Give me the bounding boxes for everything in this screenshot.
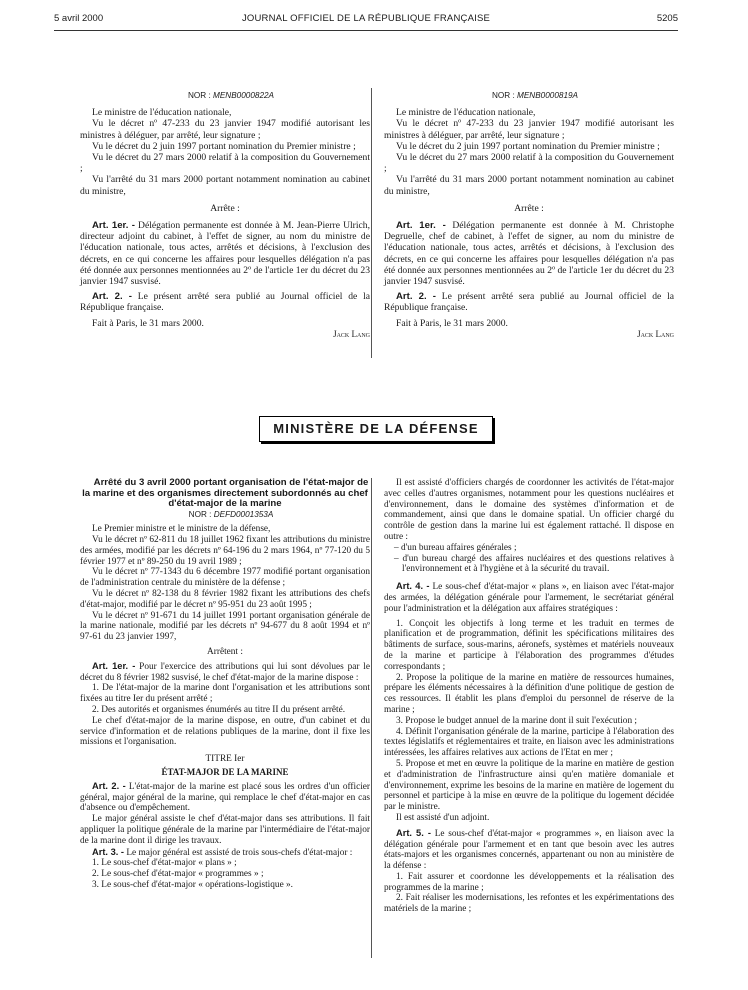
arretent-heading: Arrêtent : [207,647,243,658]
decree-right-top [384,90,674,340]
article-4: Art. 4. - Le sous-chef d'état-major « plans », en liaison avec l'état-major des armées, la délégation générale pour l'armement, le secrétariat général pour l'administration et la délégation aux affaires stratégiques : [384,581,675,614]
titre-heading: TITRE Ier [205,754,245,765]
decree-title: Arrêté du 3 avril 2000 portant organisation de l'état-major de la marine et des organismes directement subordonnés au chef d'état-major de la marine [82,477,369,509]
paragraph: Le ministre de l'éducation nationale, [92,107,232,119]
paragraph: Vu le décret nº 77-1343 du 6 décembre 1977 modifié portant organisation de l'administration centrale du ministère de la défense ; [80,567,370,589]
signature: Jack Lang [333,328,370,339]
paragraph: Il est assisté d'officiers chargés de coordonner les activités de l'état-major avec celles d'autres organismes, notamment pour les questions nucléaires et d'environnement, dans le domaine des systèmes d'information et de commandement, ainsi que dans le domaine spatial. Un officier chargé du contrôle de gestion dans la marine lui est également rattaché. Il dispose en outre : [384,478,674,542]
nor-line: NOR : MENB0000819A [491,91,579,100]
paragraph: Le major général assiste le chef d'état-major dans ses attributions. Il fait appliquer la politique générale de la marine par l'intermédiaire de l'état-major de la marine dont il dirige les travaux. [80,814,370,846]
paragraph: Vu l'arrêté du 31 mars 2000 portant notamment nomination au cabinet du ministre, [80,174,370,197]
header-rule [54,30,678,31]
fait-line: Fait à Paris, le 31 mars 2000. [92,317,204,329]
page-header [54,13,678,29]
article-2: Art. 2. - L'état-major de la marine est placé sous les ordres d'un officier général, major général de la marine, qui remplace le chef d'état-major en cas d'absence ou d'empêchement. [80,780,371,814]
ministry-heading: MINISTÈRE DE LA DÉFENSE [259,416,493,442]
list-item: 1. Le sous-chef d'état-major « plans » ; [92,858,237,869]
list-item: 1. De l'état-major de la marine dont l'organisation et les attributions sont fixées au titre Ier du présent arrêté ; [80,683,370,705]
paragraph: Vu le décret nº 47-233 du 23 janvier 1947 modifié autorisant les ministres à déléguer, par arrêté, leur signature ; [80,118,370,141]
paragraph: Vu le décret du 27 mars 2000 relatif à la composition du Gouvernement ; [80,152,370,175]
list-item: 3. Le sous-chef d'état-major « opérations-logistique ». [92,880,293,890]
fait-line: Fait à Paris, le 31 mars 2000. [396,317,508,329]
list-item: 2. Des autorités et organismes énumérés au titre II du présent arrêté. [92,705,346,716]
column-divider [371,88,372,358]
paragraph: Vu le décret du 2 juin 1997 portant nomination du Premier ministre ; [396,140,660,152]
titre-subheading: ÉTAT-MAJOR DE LA MARINE [161,767,289,778]
paragraph: Vu le décret nº 62-811 du 18 juillet 1962 fixant les attributions du ministre des armées, modifié par les décrets nº 64-196 du 2 mars 1964, nº 77-120 du 5 février 1977 et nº 89-250 du 19 avril 1989 ; [80,535,370,567]
list-item: – d'un bureau affaires générales ; [394,542,517,553]
paragraph: Vu le décret nº 47-233 du 23 janvier 1947 modifié autorisant les ministres à déléguer, par arrêté, leur signature ; [384,118,674,141]
list-item: 3. Propose le budget annuel de la marine dont il suit l'exécution ; [396,715,638,726]
list-item: 2. Le sous-chef d'état-major « programmes » ; [92,869,264,880]
list-item: – d'un bureau chargé des affaires nucléaires et des questions relatives à l'environnement et à l'hygiène et à la sécurité du travail. [394,553,674,575]
article-5: Art. 5. - Le sous-chef d'état-major « programmes », en liaison avec la délégation générale pour l'armement et en tant que besoin avec les autres états-majors et les organismes concernés, appartenant ou non au ministère de la défense : [384,827,674,872]
header-journal-title: JOURNAL OFFICIEL DE LA RÉPUBLIQUE FRANÇAISE [241,13,491,24]
article-1: Art. 1er. - Délégation permanente est donnée à M. Christophe Degruelle, chef de cabinet, à l'effet de signer, au nom du ministre de l'éducation nationale, tous actes, arrêtés et décisions, à l'exclusion des décrets, en ce qui concerne les affaires pour lesquelles délégation n'a pas été donnée aux personnes mentionnées au 2º de l'article 1er du décret du 23 janvier 1947 susvisé. [384,220,674,288]
article-1: Art. 1er. - Pour l'exercice des attributions qui lui sont dévolues par le décret du 8 février 1982 susvisé, le chef d'état-major de la marine dispose : [80,660,371,683]
decree-left-top [80,90,370,340]
list-item: 4. Définit l'organisation générale de la marine, participe à l'élaboration des textes législatifs et réglementaires et traite, en liaison avec les administrations intéressées, les affaires relatives aux actions de l'Etat en mer ; [384,726,674,759]
paragraph: Vu l'arrêté du 31 mars 2000 portant notamment nomination au cabinet du ministre, [384,174,674,197]
header-page-number: 5205 [656,13,678,24]
list-item: 5. Propose et met en œuvre la politique de la marine en matière de gestion et d'administration de l'infrastructure ainsi qu'en matière domaniale et d'environnement, exprime les besoins de la marine en matière de logement du personnel et participe à la mise en œuvre de la politique du logement décidée par le ministre. [384,758,674,813]
paragraph: Vu le décret nº 91-671 du 14 juillet 1991 portant organisation générale de la marine nationale, modifié par les décrets nº 94-677 du 8 août 1994 et nº 97-61 du 23 janvier 1997, [80,610,370,643]
arrete-heading: Arrête : [210,202,240,214]
list-item: 2. Fait réaliser les modernisations, les refontes et les expérimentations des matériels de la marine ; [384,893,674,915]
decree-left-bottom [80,478,370,891]
article-2: Art. 2. - Le présent arrêté sera publié au Journal officiel de la République française. [80,291,370,314]
column-divider [371,478,372,958]
arrete-heading: Arrête : [514,202,544,214]
nor-line: NOR : DEFD0001353A [188,509,274,519]
article-1: Art. 1er. - Délégation permanente est donnée à M. Jean-Pierre Ulrich, directeur adjoint du cabinet, à l'effet de signer, au nom du ministre de l'éducation nationale, tous actes, arrêtés et décisions, à l'exclusion des décrets, en ce qui concerne les affaires pour lesquelles délégation n'a pas été donnée aux personnes mentionnées au 2º de l'article 1er du décret du 23 janvier 1947 susvisé. [80,220,370,288]
paragraph: Il est assisté d'un adjoint. [396,812,490,823]
paragraph: Vu le décret nº 82-138 du 8 février 1982 fixant les attributions des chefs d'état-major, modifié par le décret nº 95-951 du 23 août 1995 ; [80,589,370,610]
header-date: 5 avril 2000 [54,13,104,24]
list-item: 1. Fait assurer et coordonne les développements et la réalisation des programmes de la marine ; [384,871,674,893]
paragraph: Le chef d'état-major de la marine dispose, en outre, d'un cabinet et du service d'information et de relations publiques de la marine, dont il fixe les missions et l'organisation. [80,715,370,748]
article-2: Art. 2. - Le présent arrêté sera publié au Journal officiel de la République française. [384,291,674,314]
paragraph: Le Premier ministre et le ministre de la défense, [92,524,271,535]
nor-line: NOR : MENB0000822A [187,91,275,100]
list-item: 1. Conçoit les objectifs à long terme et les traduit en termes de planification et de programmation, définit les spécifications militaires des bâtiments de surface, sous-marins, aéronefs, systèmes et matériels nouveaux de la marine et participe à l'élaboration des programmes d'études correspondants ; [384,618,674,672]
paragraph: Le ministre de l'éducation nationale, [396,107,536,119]
list-item: 2. Propose la politique de la marine en matière de ressources humaines, prépare les éléments nécessaires à la définition d'une politique de gestion de ces ressources. Il établit les plans d'emploi du personnel de réserve de la marine ; [384,672,674,715]
paragraph: Vu le décret du 2 juin 1997 portant nomination du Premier ministre ; [92,140,356,152]
signature: Jack Lang [637,328,674,339]
decree-right-bottom [384,478,674,915]
paragraph: Vu le décret du 27 mars 2000 relatif à la composition du Gouvernement ; [384,152,674,175]
article-3: Art. 3. - Le major général est assisté de trois sous-chefs d'état-major : [92,846,353,858]
